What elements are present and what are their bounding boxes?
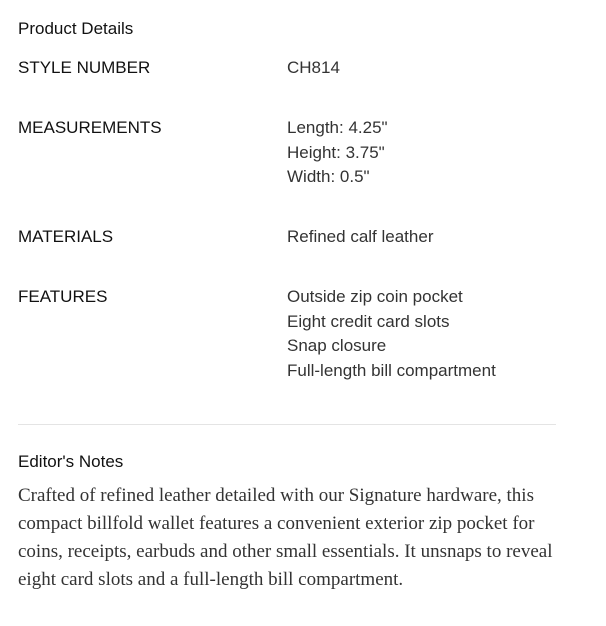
measurements-label: MEASUREMENTS (18, 118, 162, 137)
feature-item: Eight credit card slots (287, 311, 450, 331)
measurements-values (287, 116, 587, 190)
feature-item: Snap closure (287, 336, 387, 355)
style-number-value (287, 56, 587, 81)
features-label: FEATURES (18, 287, 108, 306)
measurement-width: Width: 0.5" (287, 167, 370, 186)
features-values (287, 285, 587, 383)
measurement-height: Height: 3.75" (287, 142, 385, 162)
style-number-text: CH814 (287, 58, 340, 77)
materials-values (287, 225, 587, 250)
section-divider (18, 424, 556, 425)
product-details-title: Product Details (18, 19, 134, 38)
style-number-label: STYLE NUMBER (18, 58, 151, 77)
editors-notes-body: Crafted of refined leather detailed with our Signature hardware, this compact billfold wallet features a convenient exterior zip pocket for coins, receipts, earbuds and other small essentials. It unsnaps to reveal eight card slots and a full-length bill compartment. (18, 485, 553, 590)
materials-label: MATERIALS (18, 227, 114, 246)
editors-notes-title: Editor's Notes (18, 452, 124, 471)
material-text: Refined calf leather (287, 227, 434, 246)
measurement-length: Length: 4.25" (287, 118, 388, 137)
feature-item: Outside zip coin pocket (287, 287, 463, 306)
feature-item: Full-length bill compartment (287, 360, 496, 380)
